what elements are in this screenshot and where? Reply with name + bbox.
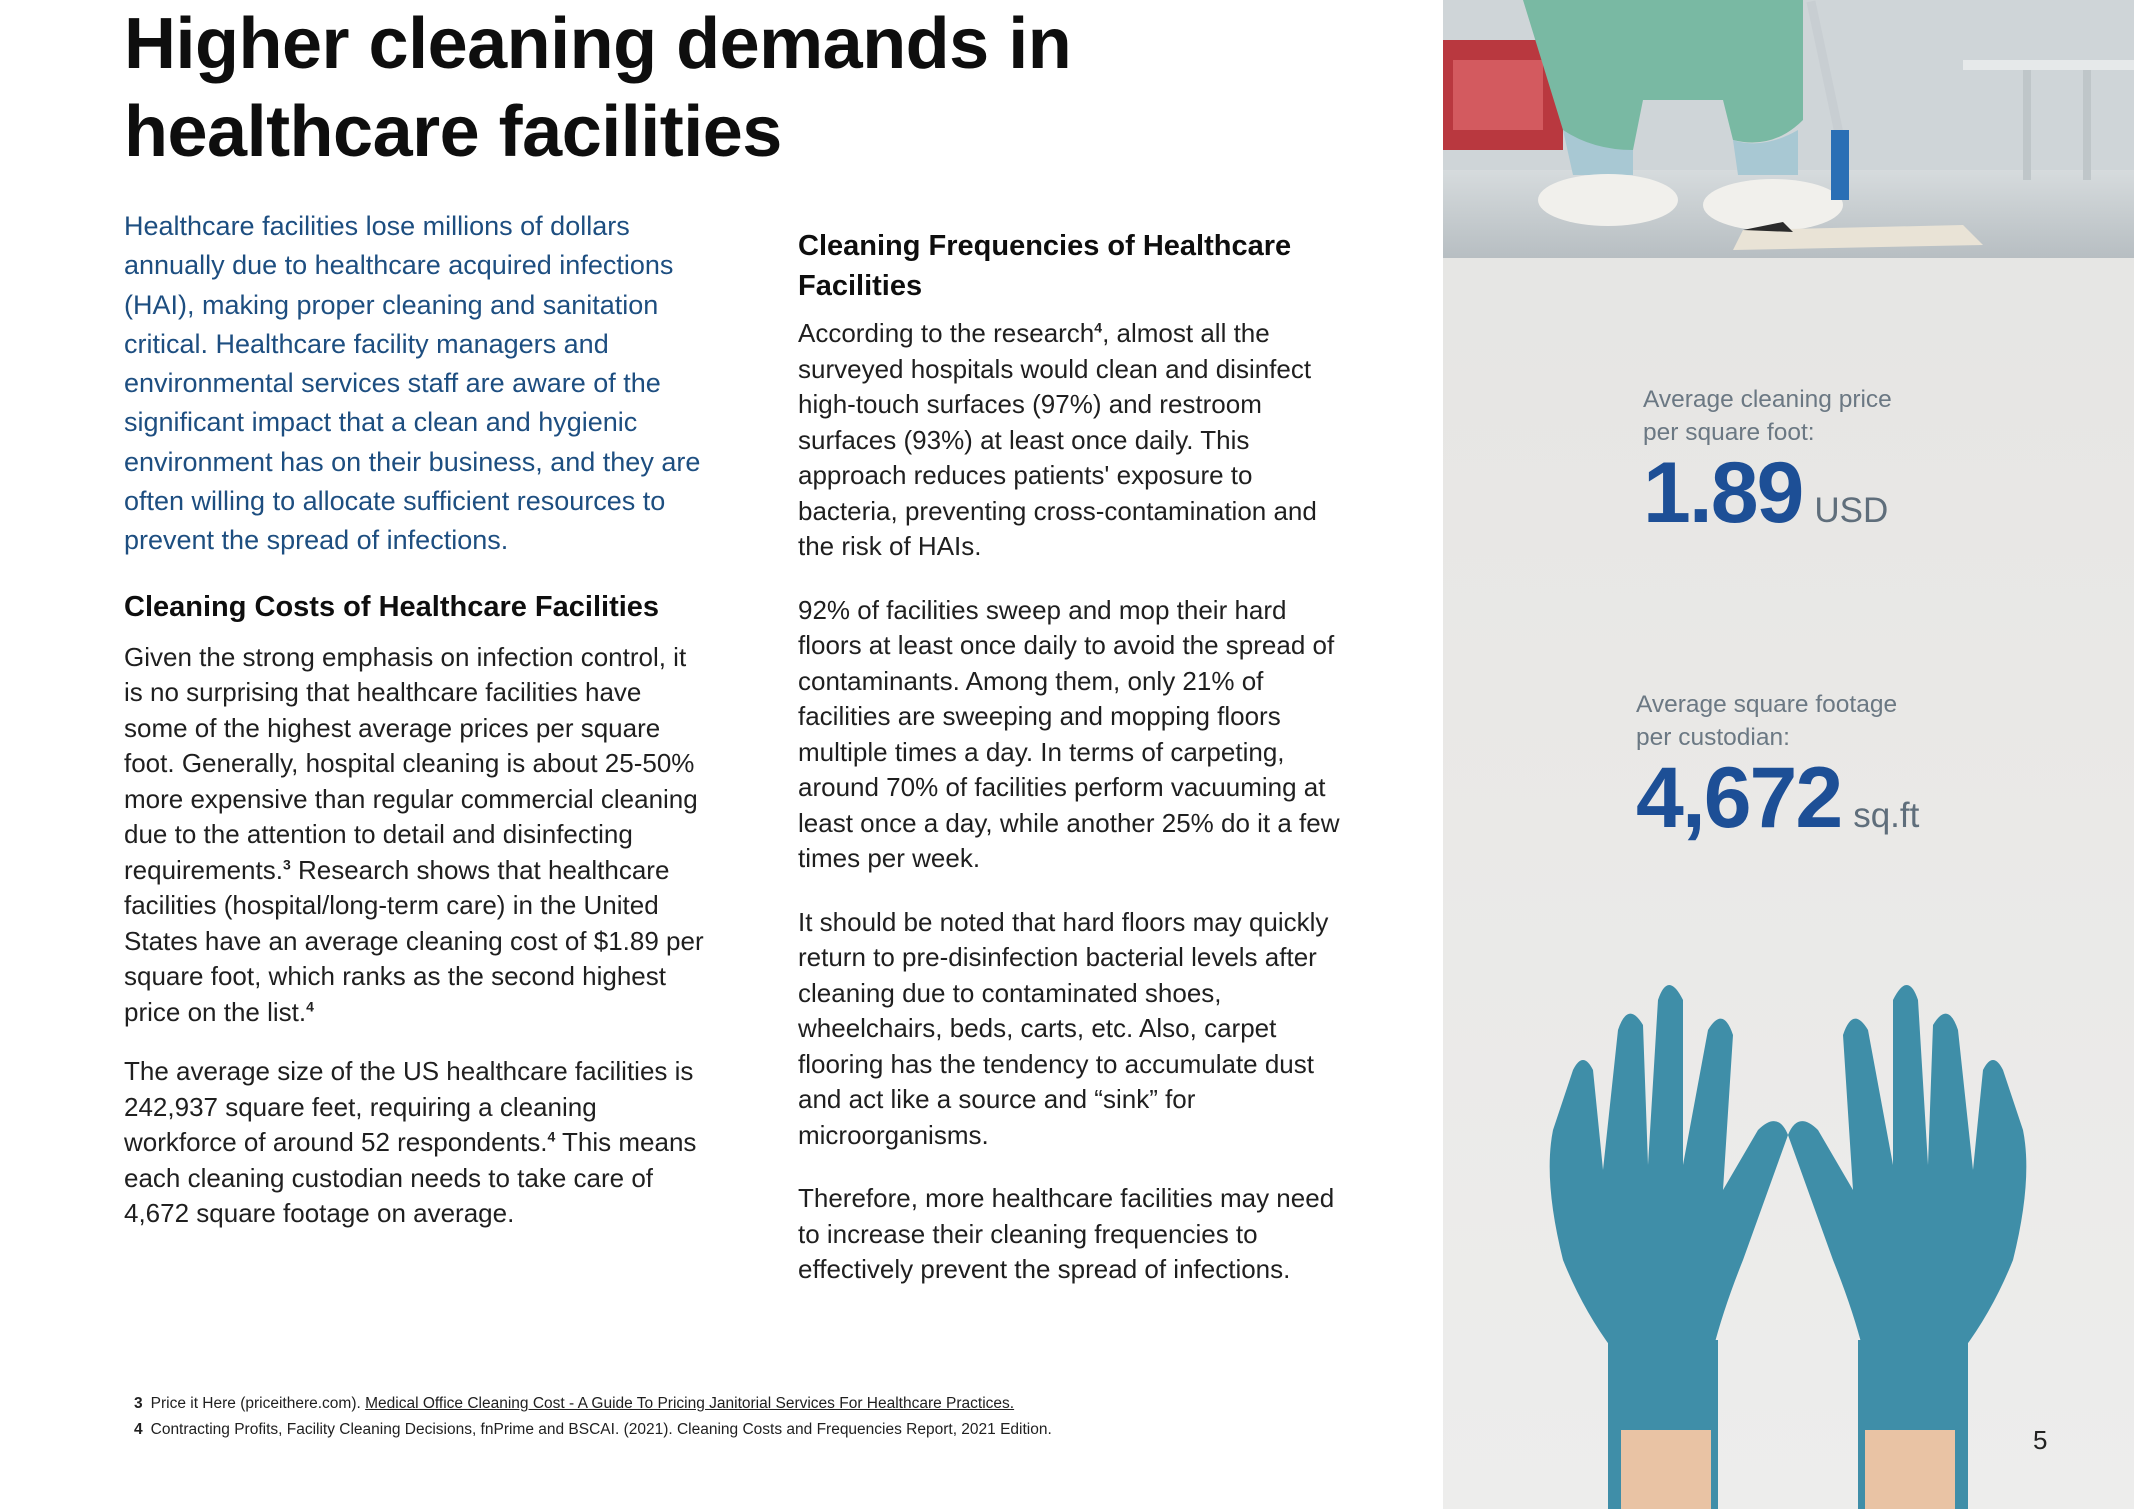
stat-value-row xyxy=(1636,750,1919,846)
text-line: bacteria, preventing cross-contamination and xyxy=(798,495,1317,526)
frequency-heading xyxy=(798,226,1418,306)
text-line: square foot, which ranks as the second highest xyxy=(124,961,666,992)
page-title-line: healthcare facilities xyxy=(124,92,782,172)
frequency-heading-line: Cleaning Frequencies of Healthcare xyxy=(798,230,1292,262)
text-line: foot. Generally, hospital cleaning is about 25-50% xyxy=(124,748,695,779)
intro-line: Healthcare facilities lose millions of dollars xyxy=(124,211,630,241)
costs-heading xyxy=(124,587,774,627)
footnote-ref: 3 xyxy=(282,856,291,873)
frequency-paragraph-1 xyxy=(798,316,1418,565)
text-fragment: According to the research xyxy=(798,318,1095,348)
text-line: times per week. xyxy=(798,843,981,873)
text-fragment: requirements. xyxy=(124,854,283,885)
text-line xyxy=(124,853,774,889)
frequency-paragraph-2 xyxy=(798,593,1418,877)
costs-heading-text: Cleaning Costs of Healthcare Facilities xyxy=(124,590,660,623)
text-line: and act like a source and “sink” for xyxy=(798,1084,1196,1114)
text-line: some of the highest average prices per square xyxy=(124,712,661,743)
text-line: the risk of HAIs. xyxy=(798,531,982,561)
footnote-number: 4 xyxy=(134,1421,143,1438)
text-line: 242,937 square feet, requiring a cleaning xyxy=(124,1091,597,1122)
middle-column xyxy=(798,226,1418,1288)
text-line: multiple times a day. In terms of carpeting, xyxy=(798,736,1285,767)
cleaning-photo xyxy=(1443,0,2134,258)
left-column xyxy=(124,207,774,1232)
text-line: facilities (hospital/long-term care) in the United xyxy=(124,890,659,921)
text-line: approach reduces patients' exposure to xyxy=(798,460,1253,490)
text-line: States have an average cleaning cost of $1.89 per xyxy=(124,925,704,956)
footnote-number: 3 xyxy=(134,1395,143,1412)
footnote-3 xyxy=(134,1391,1394,1417)
text-line: surfaces (93%) at least once daily. This xyxy=(798,424,1250,455)
footnote-ref: 4 xyxy=(306,998,314,1015)
costs-paragraph-2 xyxy=(124,1054,774,1232)
text-line: least once a day, while another 25% do it a few xyxy=(798,807,1340,838)
frequency-paragraph-3 xyxy=(798,905,1418,1154)
text-line: Therefore, more healthcare facilities may need xyxy=(798,1183,1335,1213)
footnote-ref: 4 xyxy=(1094,319,1103,336)
stat-value-row xyxy=(1643,445,1892,541)
stat-label-line: per custodian: xyxy=(1636,724,1790,751)
stat-label-line: Average square footage xyxy=(1636,691,1898,718)
text-fragment: Research shows that healthcare xyxy=(290,854,670,885)
intro-line: often willing to allocate sufficient resources to xyxy=(124,486,666,517)
stat-unit: sq.ft xyxy=(1853,796,1920,835)
page-title-line: Higher cleaning demands in xyxy=(124,4,1072,84)
text-line: contaminants. Among them, only 21% of xyxy=(798,665,1264,696)
text-line: high-touch surfaces (97%) and restroom xyxy=(798,389,1262,419)
frequency-paragraph-4 xyxy=(798,1181,1418,1288)
text-line xyxy=(124,1125,774,1161)
text-fragment: This means xyxy=(555,1127,697,1158)
frequency-heading-line: Facilities xyxy=(798,270,923,302)
stat-label xyxy=(1636,688,1919,754)
text-line: around 70% of facilities perform vacuuming at xyxy=(798,772,1326,802)
footnote-text: Price it Here (priceithere.com). xyxy=(150,1395,366,1412)
text-line: 4,672 square footage on average. xyxy=(124,1198,515,1229)
mopping-illustration xyxy=(1443,0,2134,258)
intro-line: significant impact that a clean and hygienic xyxy=(124,407,638,438)
text-line: due to the attention to detail and disinfecting xyxy=(124,819,633,850)
text-line xyxy=(124,995,774,1031)
footnote-4 xyxy=(134,1417,1394,1443)
stat-square-footage xyxy=(1636,688,1919,846)
costs-paragraph-1 xyxy=(124,640,774,1031)
stat-unit: USD xyxy=(1814,491,1889,530)
text-line: each cleaning custodian needs to take care of xyxy=(124,1162,654,1193)
intro-line: environment has on their business, and they are xyxy=(124,446,701,477)
text-fragment: price on the list. xyxy=(124,996,307,1027)
intro-line: (HAI), making proper cleaning and sanitation xyxy=(124,289,659,320)
footnote-ref: 4 xyxy=(547,1128,556,1145)
text-line: microorganisms. xyxy=(798,1119,989,1150)
stat-label xyxy=(1643,383,1892,449)
intro-paragraph xyxy=(124,207,774,561)
text-line: return to pre-disinfection bacterial levels after xyxy=(798,942,1317,972)
gloves-photo xyxy=(1443,930,2134,1509)
text-line: facilities are sweeping and mopping floors xyxy=(798,701,1281,731)
intro-line: environmental services staff are aware of the xyxy=(124,368,661,399)
stat-label-line: Average cleaning price xyxy=(1643,386,1892,413)
text-line: flooring has the tendency to accumulate dust xyxy=(798,1048,1314,1079)
stat-label-line: per square foot: xyxy=(1643,419,1815,446)
text-line: to increase their cleaning frequencies to xyxy=(798,1218,1258,1249)
text-fragment: workforce of around 52 respondents. xyxy=(124,1127,548,1158)
intro-line: prevent the spread of infections. xyxy=(124,525,509,556)
text-line: wheelchairs, beds, carts, etc. Also, carpet xyxy=(798,1013,1277,1043)
footnotes xyxy=(134,1391,1394,1443)
intro-line: critical. Healthcare facility managers and xyxy=(124,328,609,359)
text-line: more expensive than regular commercial cleaning xyxy=(124,783,698,814)
footnote-text: Contracting Profits, Facility Cleaning Decisions, fnPrime and BSCAI. (2021). Cleaning Costs and Frequencies Report, 2021 Edition. xyxy=(150,1421,1052,1438)
text-line: 92% of facilities sweep and mop their hard xyxy=(798,594,1287,625)
blue-gloves-illustration xyxy=(1443,930,2134,1509)
text-line: The average size of the US healthcare facilities is xyxy=(124,1056,694,1087)
text-line: floors at least once daily to avoid the spread of xyxy=(798,630,1335,660)
text-line: cleaning due to contaminated shoes, xyxy=(798,977,1222,1008)
page-title xyxy=(124,0,1364,176)
stat-value: 4,672 xyxy=(1636,750,1842,846)
stat-value: 1.89 xyxy=(1643,445,1803,541)
text-line: It should be noted that hard floors may quickly xyxy=(798,906,1329,937)
stat-cleaning-price xyxy=(1643,383,1892,541)
text-line: is no surprising that healthcare facilities have xyxy=(124,677,642,708)
text-line xyxy=(798,316,1418,352)
page-number: 5 xyxy=(2033,1425,2048,1455)
intro-line: annually due to healthcare acquired infections xyxy=(124,250,674,281)
text-line: effectively prevent the spread of infections. xyxy=(798,1254,1291,1284)
text-fragment: , almost all the xyxy=(1102,318,1270,348)
side-panel xyxy=(1443,0,2134,1509)
text-line: surveyed hospitals would clean and disinfect xyxy=(798,353,1312,384)
footnote-link[interactable]: Medical Office Cleaning Cost - A Guide To Pricing Janitorial Services For Healthcare Practices. xyxy=(365,1395,1015,1412)
text-line: Given the strong emphasis on infection control, it xyxy=(124,641,687,672)
